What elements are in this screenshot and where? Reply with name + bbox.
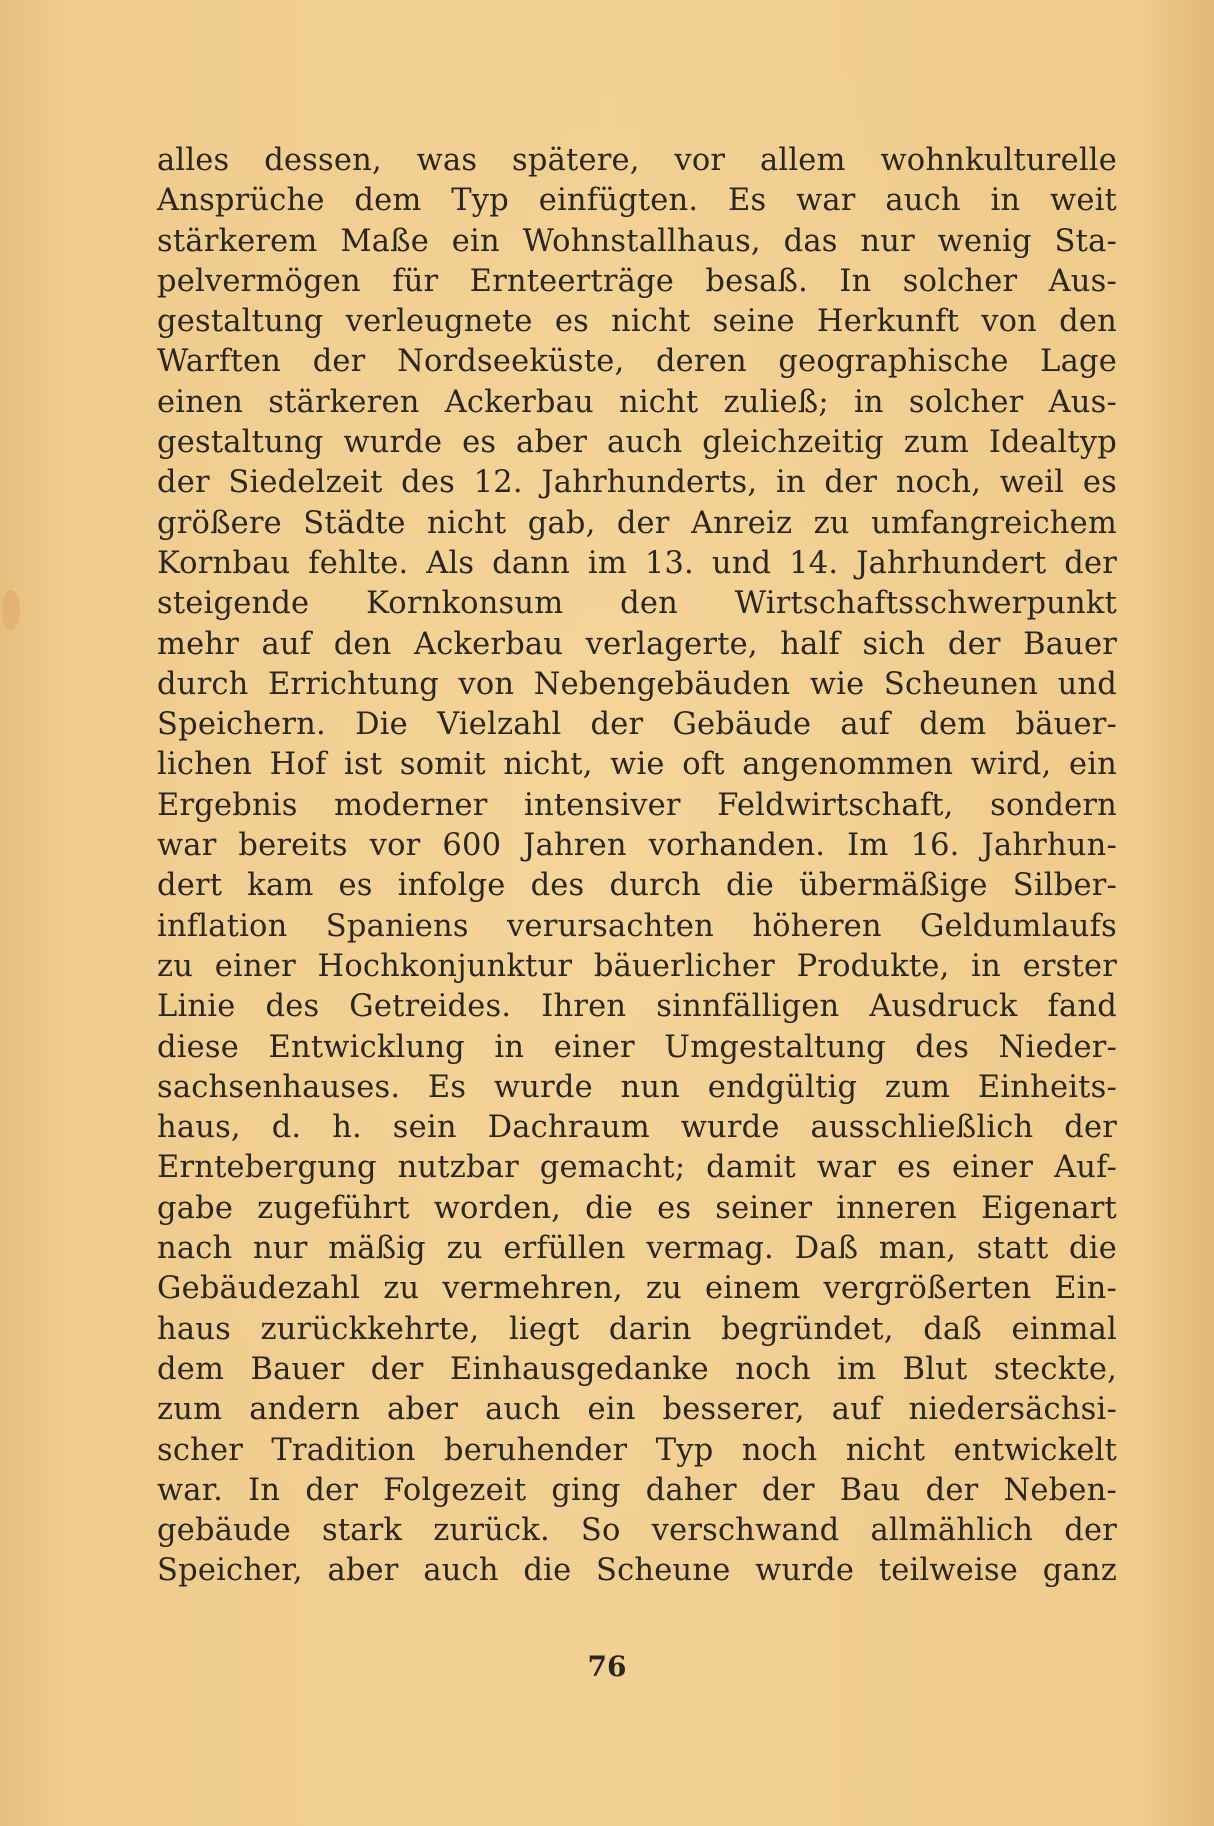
body-text [157, 141, 1117, 1592]
text-line: gestaltung verleugnete es nicht seine Herkunft von den [157, 304, 1117, 340]
page-number: 76 [587, 1650, 627, 1683]
text-line: Warften der Nordseeküste, deren geographische Lage [157, 344, 1117, 380]
text-line: dem Bauer der Einhausgedanke noch im Blut steckte, [157, 1351, 1117, 1387]
text-line: steigende Kornkonsum den Wirtschaftsschwerpunkt [157, 586, 1117, 622]
text-line: war. In der Folgezeit ging daher der Bau der Neben- [157, 1472, 1117, 1508]
text-line: nach nur mäßig zu erfüllen vermag. Daß man, statt die [157, 1231, 1117, 1267]
text-line: gebäude stark zurück. So verschwand allmählich der [157, 1513, 1117, 1549]
text-line: stärkerem Maße ein Wohnstallhaus, das nur wenig Sta- [157, 223, 1117, 259]
text-line: scher Tradition beruhender Typ noch nicht entwickelt [157, 1432, 1117, 1468]
text-line: lichen Hof ist somit nicht, wie oft angenommen wird, ein [157, 747, 1117, 783]
text-line: Erntebergung nutzbar gemacht; damit war es einer Auf- [157, 1150, 1117, 1186]
text-line: zu einer Hochkonjunktur bäuerlicher Produkte, in erster [157, 948, 1117, 984]
text-line: mehr auf den Ackerbau verlagerte, half sich der Bauer [157, 626, 1117, 662]
text-line: Speicher, aber auch die Scheune wurde teilweise ganz [157, 1553, 1117, 1589]
paper-stain [2, 590, 20, 630]
text-line: gabe zugeführt worden, die es seiner inneren Eigenart [157, 1190, 1117, 1226]
text-line: einen stärkeren Ackerbau nicht zuließ; in solcher Aus- [157, 384, 1117, 420]
text-line: haus, d. h. sein Dachraum wurde ausschließlich der [157, 1110, 1117, 1146]
text-line: Ansprüche dem Typ einfügten. Es war auch in weit [157, 183, 1117, 219]
text-line: Gebäudezahl zu vermehren, zu einem vergrößerten Ein- [157, 1271, 1117, 1307]
text-line: Speichern. Die Vielzahl der Gebäude auf dem bäuer- [157, 707, 1117, 743]
text-line: diese Entwicklung in einer Umgestaltung des Nieder- [157, 1029, 1117, 1065]
text-line: Kornbau fehlte. Als dann im 13. und 14. Jahrhundert der [157, 545, 1117, 581]
text-line: gestaltung wurde es aber auch gleichzeitig zum Idealtyp [157, 425, 1117, 461]
text-line: dert kam es infolge des durch die übermäßige Silber- [157, 868, 1117, 904]
text-line: inflation Spaniens verursachten höheren Geldumlaufs [157, 908, 1117, 944]
text-line: war bereits vor 600 Jahren vorhanden. Im 16. Jahrhun- [157, 828, 1117, 864]
text-line: durch Errichtung von Nebengebäuden wie Scheunen und [157, 666, 1117, 702]
text-line: zum andern aber auch ein besserer, auf niedersächsi- [157, 1392, 1117, 1428]
text-line: der Siedelzeit des 12. Jahrhunderts, in der noch, weil es [157, 465, 1117, 501]
text-line: Ergebnis moderner intensiver Feldwirtschaft, sondern [157, 787, 1117, 823]
text-line: größere Städte nicht gab, der Anreiz zu umfangreichem [157, 505, 1117, 541]
text-line: sachsenhauses. Es wurde nun endgültig zum Einheits- [157, 1069, 1117, 1105]
text-line: pelvermögen für Ernteerträge besaß. In solcher Aus- [157, 263, 1117, 299]
text-line: alles dessen, was spätere, vor allem wohnkulturelle [157, 143, 1117, 178]
text-line: Linie des Getreides. Ihren sinnfälligen Ausdruck fand [157, 989, 1117, 1025]
text-line: haus zurückkehrte, liegt darin begründet, daß einmal [157, 1311, 1117, 1347]
